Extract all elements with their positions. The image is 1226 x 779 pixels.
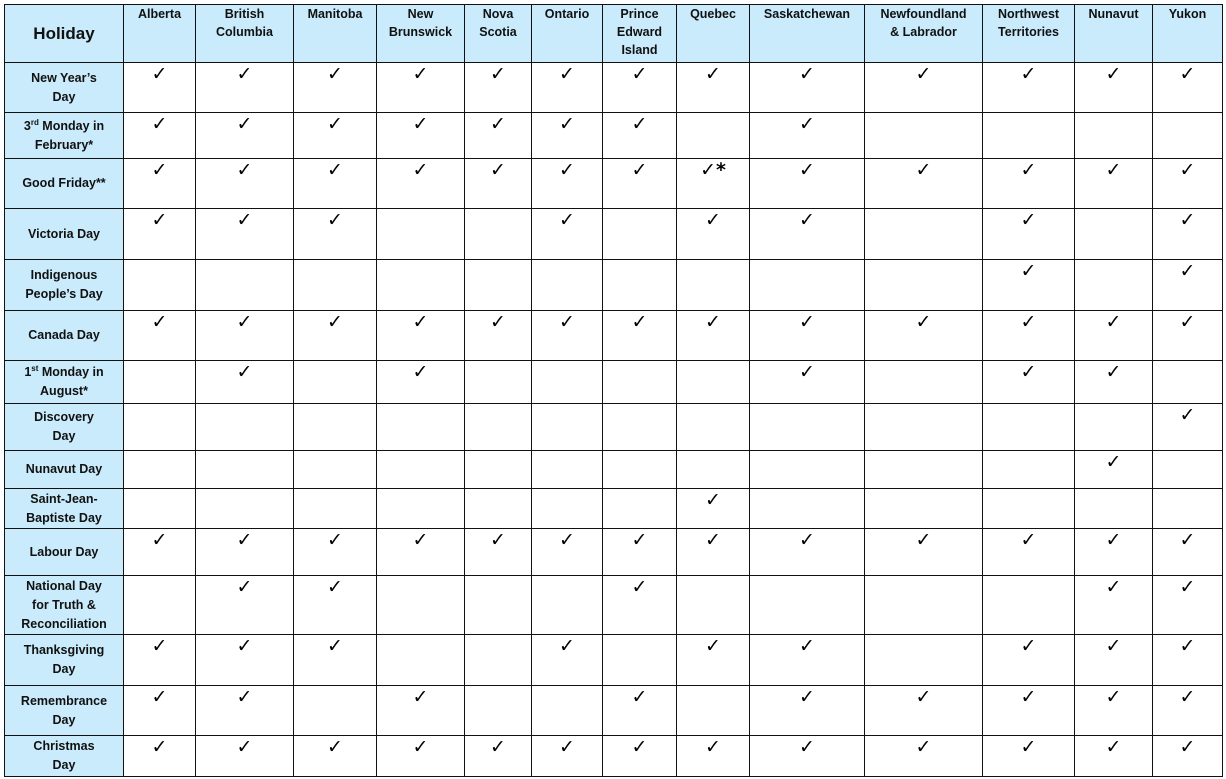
checkmark-icon: ✓ (677, 529, 750, 576)
empty-cell (465, 576, 532, 635)
checkmark-icon: ✓ (865, 686, 983, 736)
empty-cell (865, 361, 983, 404)
empty-cell (294, 489, 377, 529)
checkmark-icon: ✓ (294, 311, 377, 361)
row-label-ordinal-suffix: st (31, 363, 39, 373)
empty-cell (294, 260, 377, 311)
checkmark-icon: ✓ (124, 63, 196, 113)
checkmark-icon: ✓ (1075, 311, 1153, 361)
checkmark-icon: ✓ (124, 311, 196, 361)
checkmark-icon: ✓ (1075, 361, 1153, 404)
empty-cell (1075, 404, 1153, 451)
checkmark-icon: ✓ (983, 260, 1075, 311)
empty-cell (377, 489, 465, 529)
checkmark-icon: ✓ (983, 159, 1075, 209)
empty-cell (677, 451, 750, 489)
checkmark-icon: ✓ (1153, 635, 1223, 686)
column-header: Prince Edward Island (603, 5, 677, 63)
empty-cell (465, 404, 532, 451)
checkmark-icon: ✓ (677, 635, 750, 686)
row-label-ordinal-suffix: rd (30, 117, 39, 127)
checkmark-icon: ✓ (196, 209, 294, 260)
checkmark-icon: ✓ (750, 686, 865, 736)
column-header: Yukon (1153, 5, 1223, 63)
empty-cell (377, 635, 465, 686)
table-row (5, 63, 1223, 113)
checkmark-icon: ✓ (865, 159, 983, 209)
checkmark-icon: ✓ (377, 686, 465, 736)
checkmark-icon: ✓ (750, 529, 865, 576)
checkmark-icon: ✓ (1075, 736, 1153, 777)
checkmark-icon: ✓ (983, 635, 1075, 686)
checkmark-icon: ✓ (1153, 63, 1223, 113)
empty-cell (532, 361, 603, 404)
empty-cell (465, 451, 532, 489)
empty-cell (124, 260, 196, 311)
empty-cell (1153, 113, 1223, 159)
checkmark-icon: ✓ (532, 159, 603, 209)
empty-cell (983, 489, 1075, 529)
checkmark-icon: ✓ (377, 529, 465, 576)
checkmark-icon: ✓ (196, 736, 294, 777)
checkmark-icon: ✓ (532, 113, 603, 159)
row-header: Discovery Day (5, 404, 124, 451)
empty-cell (532, 686, 603, 736)
checkmark-icon: ✓ (294, 529, 377, 576)
table-body (5, 63, 1223, 777)
checkmark-icon: ✓ (677, 736, 750, 777)
checkmark-icon: ✓ (465, 113, 532, 159)
checkmark-icon: ✓ (196, 361, 294, 404)
checkmark-icon: ✓ (377, 63, 465, 113)
checkmark-icon: ✓ (294, 576, 377, 635)
row-header: Christmas Day (5, 736, 124, 777)
holiday-table (4, 4, 1223, 777)
checkmark-icon: ✓ (532, 736, 603, 777)
column-header: Quebec (677, 5, 750, 63)
empty-cell (377, 260, 465, 311)
row-header: National Day for Truth & Reconciliation (5, 576, 124, 635)
row-header: Thanksgiving Day (5, 635, 124, 686)
row-header: Indigenous People’s Day (5, 260, 124, 311)
empty-cell (532, 451, 603, 489)
checkmark-icon: ✓ (294, 635, 377, 686)
empty-cell (124, 451, 196, 489)
checkmark-icon: ✓ (1153, 260, 1223, 311)
checkmark-icon: ✓ (603, 113, 677, 159)
checkmark-icon: ✓ (1075, 63, 1153, 113)
empty-cell (983, 451, 1075, 489)
empty-cell (1075, 489, 1153, 529)
checkmark-icon: ✓ (294, 113, 377, 159)
empty-cell (677, 404, 750, 451)
empty-cell (603, 635, 677, 686)
column-header: Alberta (124, 5, 196, 63)
checkmark-icon: ✓ (124, 209, 196, 260)
checkmark-icon: ✓ (603, 576, 677, 635)
checkmark-icon: ✓ (196, 63, 294, 113)
checkmark-icon: ✓ (603, 529, 677, 576)
checkmark-icon: ✓ (196, 529, 294, 576)
empty-cell (865, 635, 983, 686)
empty-cell (865, 404, 983, 451)
empty-cell (750, 451, 865, 489)
column-header: Newfoundland & Labrador (865, 5, 983, 63)
empty-cell (465, 489, 532, 529)
empty-cell (677, 260, 750, 311)
checkmark-icon: ✓ (1153, 736, 1223, 777)
holiday-column-header: Holiday (5, 5, 124, 63)
empty-cell (294, 361, 377, 404)
checkmark-icon: ✓ (983, 529, 1075, 576)
checkmark-icon: ✓ (1075, 529, 1153, 576)
checkmark-icon: ✓ (865, 736, 983, 777)
checkmark-icon: ✓ (124, 529, 196, 576)
column-header: Ontario (532, 5, 603, 63)
checkmark-icon: ✓ (1153, 404, 1223, 451)
checkmark-icon: ✓ (603, 686, 677, 736)
checkmark-icon: ✓ (196, 576, 294, 635)
checkmark-icon: ✓ (532, 209, 603, 260)
table-row (5, 113, 1223, 159)
empty-cell (124, 404, 196, 451)
empty-cell (603, 260, 677, 311)
checkmark-icon: ✓ (677, 311, 750, 361)
checkmark-icon: ✓ (377, 311, 465, 361)
checkmark-icon: ✓ (677, 63, 750, 113)
column-header: British Columbia (196, 5, 294, 63)
empty-cell (465, 686, 532, 736)
checkmark-icon: ✓ (1153, 311, 1223, 361)
checkmark-icon: ✓ (750, 311, 865, 361)
checkmark-icon: ✓ (465, 529, 532, 576)
checkmark-icon: ✓ (1075, 635, 1153, 686)
empty-cell (1153, 361, 1223, 404)
row-header: New Year’s Day (5, 63, 124, 113)
checkmark-icon: ✓ (1075, 686, 1153, 736)
checkmark-icon: ✓ (294, 736, 377, 777)
checkmark-icon: ✓ (983, 686, 1075, 736)
checkmark-icon: ✓ (196, 159, 294, 209)
empty-cell (603, 361, 677, 404)
checkmark-icon: ✓ (750, 361, 865, 404)
row-header (5, 113, 124, 159)
empty-cell (294, 686, 377, 736)
row-header: Good Friday** (5, 159, 124, 209)
table-row (5, 209, 1223, 260)
checkmark-icon: ✓ (124, 635, 196, 686)
checkmark-icon: ✓ (465, 63, 532, 113)
empty-cell (124, 489, 196, 529)
empty-cell (1153, 451, 1223, 489)
checkmark-icon: ✓ (532, 529, 603, 576)
checkmark-icon: ✓ (532, 311, 603, 361)
empty-cell (377, 576, 465, 635)
checkmark-icon: ✓ (1153, 576, 1223, 635)
checkmark-icon: ✓ (465, 736, 532, 777)
table-row (5, 529, 1223, 576)
checkmark-icon: ✓ (294, 159, 377, 209)
checkmark-icon: ✓ (196, 635, 294, 686)
empty-cell (294, 451, 377, 489)
empty-cell (865, 576, 983, 635)
checkmark-icon: ✓ (377, 113, 465, 159)
row-label-text: Monday in August* (40, 365, 104, 398)
empty-cell (750, 489, 865, 529)
table-row (5, 260, 1223, 311)
checkmark-icon: ✓ (532, 63, 603, 113)
table-row (5, 404, 1223, 451)
column-header: Saskatchewan (750, 5, 865, 63)
checkmark-icon: ✓ (750, 209, 865, 260)
checkmark-icon: ✓ (1075, 159, 1153, 209)
empty-cell (532, 489, 603, 529)
checkmark-icon: ✓ (1153, 159, 1223, 209)
column-header: Manitoba (294, 5, 377, 63)
checkmark-icon: ✓ (865, 63, 983, 113)
checkmark-icon: ✓ (983, 736, 1075, 777)
column-header: New Brunswick (377, 5, 465, 63)
empty-cell (603, 489, 677, 529)
empty-cell (196, 451, 294, 489)
table-row (5, 361, 1223, 404)
checkmark-icon: ✓ (983, 311, 1075, 361)
empty-cell (196, 260, 294, 311)
header-row (5, 5, 1223, 63)
empty-cell (865, 260, 983, 311)
empty-cell (294, 404, 377, 451)
checkmark-asterisk-icon: ✓* (677, 159, 750, 209)
checkmark-icon: ✓ (677, 489, 750, 529)
checkmark-icon: ✓ (377, 361, 465, 404)
empty-cell (603, 404, 677, 451)
checkmark-icon: ✓ (1153, 686, 1223, 736)
empty-cell (196, 489, 294, 529)
empty-cell (750, 260, 865, 311)
checkmark-icon: ✓ (983, 361, 1075, 404)
checkmark-icon: ✓ (294, 63, 377, 113)
empty-cell (750, 576, 865, 635)
checkmark-icon: ✓ (377, 736, 465, 777)
checkmark-icon: ✓ (1075, 576, 1153, 635)
checkmark-icon: ✓ (196, 311, 294, 361)
empty-cell (865, 451, 983, 489)
empty-cell (1153, 489, 1223, 529)
checkmark-icon: ✓ (294, 209, 377, 260)
empty-cell (532, 404, 603, 451)
checkmark-icon: ✓ (377, 159, 465, 209)
table-row (5, 686, 1223, 736)
checkmark-icon: ✓ (750, 736, 865, 777)
empty-cell (865, 489, 983, 529)
checkmark-icon: ✓ (865, 311, 983, 361)
empty-cell (677, 576, 750, 635)
checkmark-icon: ✓ (465, 159, 532, 209)
checkmark-icon: ✓ (196, 113, 294, 159)
table-row (5, 489, 1223, 529)
empty-cell (124, 361, 196, 404)
checkmark-icon: ✓ (750, 113, 865, 159)
checkmark-icon: ✓ (750, 635, 865, 686)
checkmark-icon: ✓ (603, 311, 677, 361)
checkmark-icon: ✓ (603, 159, 677, 209)
empty-cell (465, 260, 532, 311)
row-label-ordinal: 1 (24, 365, 32, 379)
row-header: Remembrance Day (5, 686, 124, 736)
checkmark-icon: ✓ (465, 311, 532, 361)
checkmark-icon: ✓ (124, 736, 196, 777)
empty-cell (677, 361, 750, 404)
checkmark-icon: ✓ (1153, 209, 1223, 260)
empty-cell (465, 209, 532, 260)
empty-cell (677, 113, 750, 159)
checkmark-icon: ✓ (603, 63, 677, 113)
empty-cell (677, 686, 750, 736)
table-row (5, 736, 1223, 777)
checkmark-icon: ✓ (124, 686, 196, 736)
checkmark-icon: ✓ (865, 529, 983, 576)
row-header: Canada Day (5, 311, 124, 361)
row-label-ordinal: 3 (23, 118, 31, 133)
checkmark-icon: ✓ (677, 209, 750, 260)
checkmark-icon: ✓ (532, 635, 603, 686)
empty-cell (603, 209, 677, 260)
table-row (5, 635, 1223, 686)
checkmark-icon: ✓ (750, 63, 865, 113)
empty-cell (124, 576, 196, 635)
row-header: Labour Day (5, 529, 124, 576)
column-header: Nova Scotia (465, 5, 532, 63)
empty-cell (1075, 209, 1153, 260)
empty-cell (983, 404, 1075, 451)
empty-cell (465, 361, 532, 404)
empty-cell (1075, 260, 1153, 311)
row-label-text: Monday in February* (34, 118, 105, 152)
table-row (5, 159, 1223, 209)
checkmark-icon: ✓ (124, 159, 196, 209)
checkmark-icon: ✓ (196, 686, 294, 736)
empty-cell (465, 635, 532, 686)
empty-cell (377, 451, 465, 489)
table-row (5, 311, 1223, 361)
empty-cell (983, 113, 1075, 159)
empty-cell (377, 209, 465, 260)
table-row (5, 576, 1223, 635)
empty-cell (865, 113, 983, 159)
table-row (5, 451, 1223, 489)
checkmark-icon: ✓ (124, 113, 196, 159)
empty-cell (983, 576, 1075, 635)
column-header: Nunavut (1075, 5, 1153, 63)
checkmark-icon: ✓ (750, 159, 865, 209)
checkmark-icon: ✓ (603, 736, 677, 777)
checkmark-icon: ✓ (1153, 529, 1223, 576)
row-header (5, 361, 124, 404)
empty-cell (750, 404, 865, 451)
checkmark-icon: ✓ (1075, 451, 1153, 489)
row-header: Victoria Day (5, 209, 124, 260)
empty-cell (603, 451, 677, 489)
holiday-table-container (4, 4, 1223, 777)
empty-cell (865, 209, 983, 260)
empty-cell (532, 576, 603, 635)
empty-cell (532, 260, 603, 311)
row-header: Saint-Jean- Baptiste Day (5, 489, 124, 529)
checkmark-icon: ✓ (983, 209, 1075, 260)
empty-cell (1075, 113, 1153, 159)
column-header: Northwest Territories (983, 5, 1075, 63)
empty-cell (377, 404, 465, 451)
checkmark-icon: ✓ (983, 63, 1075, 113)
row-header: Nunavut Day (5, 451, 124, 489)
empty-cell (196, 404, 294, 451)
